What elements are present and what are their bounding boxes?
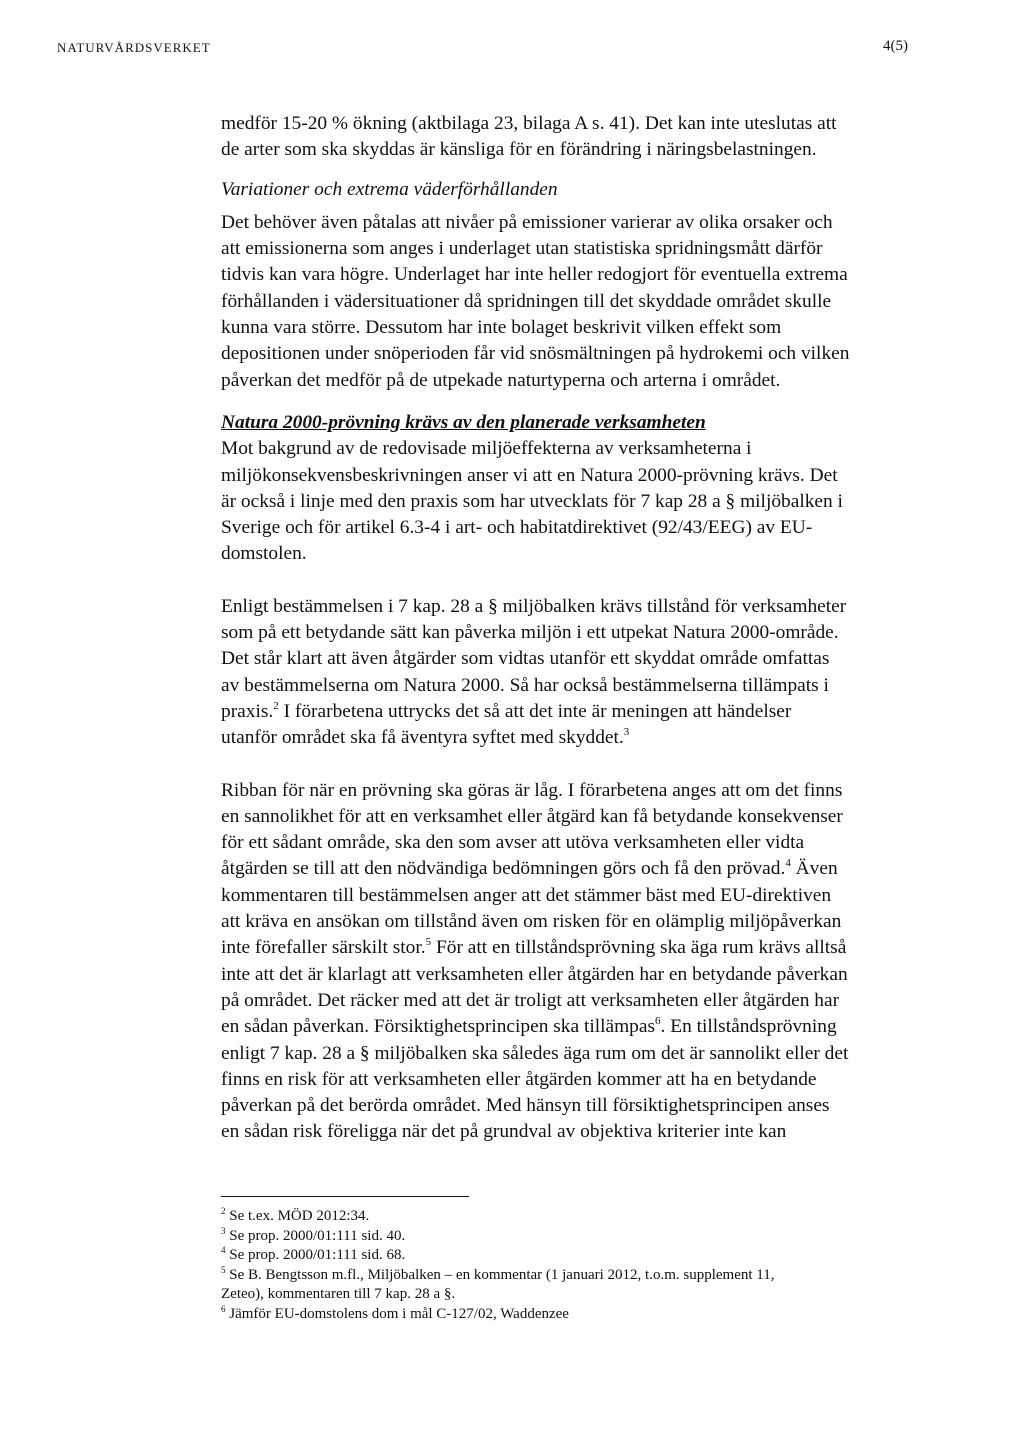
- footnote-text: Se B. Bengtsson m.fl., Miljöbalken – en kommentar (1 januari 2012, t.o.m. supplement 11,: [225, 1266, 775, 1283]
- text-span: en sådan påverkan. Försiktighetsprincipen ska tillämpas: [221, 1016, 656, 1038]
- footnote-separator: [221, 1196, 469, 1197]
- text-line: kommentaren till bestämmelsen anger att det stämmer bäst med EU-direktiven: [221, 884, 832, 906]
- text-line: medför 15-20 % ökning (aktbilaga 23, bilaga A s. 41). Det kan inte uteslutas att: [221, 113, 837, 134]
- footnote-text: Zeteo), kommentaren till 7 kap. 28 a §.: [221, 1286, 456, 1302]
- text-line: miljökonsekvensbeskrivningen anser vi att en Natura 2000-prövning krävs. Det: [221, 464, 838, 486]
- text-line: kunna vara större. Dessutom har inte bolaget beskrivit vilken effekt som: [221, 317, 782, 339]
- text-line: Enligt bestämmelsen i 7 kap. 28 a § miljöbalken krävs tillstånd för verksamheter: [221, 595, 847, 617]
- text-line: [221, 725, 901, 751]
- text-line: Det står klart att även åtgärder som vidtas utanför ett skyddat område omfattas: [221, 648, 830, 670]
- text-line: att emissionerna som anges i underlaget utan statistiska spridningsmått därför: [221, 238, 823, 260]
- paragraph-2: [221, 210, 901, 394]
- text-line: förhållanden i vädersituationer då spridningen till det skyddade området skulle: [221, 290, 832, 312]
- footnote-ref-6[interactable]: 6: [655, 1015, 661, 1028]
- text-line: Det behöver även påtalas att nivåer på emissioner varierar av olika orsaker och: [221, 211, 833, 233]
- organization-name: NATURVÅRDSVERKET: [57, 40, 211, 55]
- paragraph-1: [221, 111, 901, 164]
- text-line: att kräva en ansökan om tillstånd även om risken för en olämplig miljöpåverkan: [221, 911, 842, 933]
- text-span: I förarbetena uttrycks det så att det inte är meningen att händelser: [278, 700, 792, 722]
- text-line: [221, 1014, 901, 1040]
- footnote-text: Se prop. 2000/01:111 sid. 68.: [225, 1247, 406, 1263]
- text-line: tidvis kan vara högre. Underlaget har inte heller redogjort för eventuella extrema: [221, 264, 848, 286]
- text-line: domstolen.: [221, 543, 307, 565]
- text-line: påverkan på det berörda området. Med hänsyn till försiktighetsprincipen anses: [221, 1095, 830, 1117]
- paragraph-4: [221, 594, 901, 752]
- footnote: [221, 1207, 901, 1227]
- section-heading-natura: Natura 2000-prövning krävs av den planerade verksamheten: [221, 411, 706, 433]
- text-line: är också i linje med den praxis som har utvecklats för 7 kap 28 a § miljöbalken i: [221, 490, 843, 512]
- footnote-number: 4: [221, 1245, 226, 1255]
- paragraph-5: [221, 778, 901, 1146]
- footnote-ref-5[interactable]: 5: [425, 936, 432, 949]
- footnote-text: Se t.ex. MÖD 2012:34.: [225, 1208, 370, 1224]
- text-span: Även: [790, 858, 838, 880]
- text-line: [221, 699, 901, 725]
- footnote: [221, 1246, 901, 1266]
- text-line: som på ett betydande sätt kan påverka miljön i ett utpekat Natura 2000-område.: [221, 622, 839, 644]
- subheading-variationer: Variationer och extrema väderförhållanden: [221, 178, 558, 200]
- text-line: Ribban för när en prövning ska göras är låg. I förarbetena anges att om det finns: [221, 779, 843, 801]
- text-line: depositionen under snöperioden får vid snösmältningen på hydrokemi och vilken: [221, 343, 850, 365]
- text-line: inte att det är klarlagt att verksamheten eller åtgärden har en betydande påverkan: [221, 963, 848, 985]
- text-line: påverkan det medför på de utpekade naturtyperna och arterna i området.: [221, 369, 781, 391]
- footnote-ref-2[interactable]: 2: [273, 699, 279, 712]
- footnote-number: 5: [221, 1264, 226, 1275]
- footnote: [221, 1266, 901, 1286]
- footnote: [221, 1227, 901, 1247]
- text-line: [221, 856, 901, 882]
- text-line: Sverige och för artikel 6.3-4 i art- och habitatdirektivet (92/43/EEG) av EU-: [221, 517, 813, 539]
- footnote-number: 6: [221, 1303, 226, 1314]
- footnote-number: 3: [221, 1225, 226, 1236]
- text-line: på området. Det räcker med att det är troligt att verksamheten eller åtgärden har: [221, 989, 840, 1011]
- text-line: de arter som ska skyddas är känsliga för en förändring i näringsbelastningen.: [221, 139, 817, 161]
- footnote-number: 2: [221, 1206, 226, 1216]
- document-body: [221, 111, 901, 1146]
- text-line: finns en risk för att verksamheten eller åtgärden kommer att ha en betydande: [221, 1068, 817, 1090]
- paragraph-3: [221, 436, 901, 567]
- text-span: utanför området ska få äventyra syftet med skyddet.: [221, 727, 624, 749]
- footnote-ref-3[interactable]: 3: [623, 726, 630, 739]
- footnote: [221, 1305, 901, 1325]
- footnotes: [221, 1207, 901, 1324]
- text-span: praxis.: [221, 700, 274, 722]
- text-line: en sådan risk föreligga när det på grundval av objektiva kriterier inte kan: [221, 1121, 787, 1143]
- text-span: åtgärden se till att den nödvändiga bedömningen görs och få den prövad.: [221, 858, 786, 880]
- footnote-continuation: [221, 1285, 901, 1305]
- text-line: för ett sådant område, ska den som avser att utöva verksamheten eller vidta: [221, 832, 805, 854]
- text-span: För att en tillståndsprövning ska äga rum krävs alltså: [431, 937, 847, 959]
- text-line: av bestämmelserna om Natura 2000. Så har också bestämmelserna tillämpats i: [221, 674, 829, 696]
- footnote-text: Jämför EU-domstolens dom i mål C-127/02, Waddenzee: [225, 1305, 569, 1322]
- text-line: en sannolikhet för att en verksamhet eller åtgärd kan få betydande konsekvenser: [221, 805, 843, 827]
- text-line: [221, 935, 901, 961]
- text-span: . En tillståndsprövning: [660, 1016, 837, 1038]
- footnote-text: Se prop. 2000/01:111 sid. 40.: [225, 1227, 406, 1244]
- page-number: 4(5): [883, 38, 908, 54]
- footnote-ref-4[interactable]: 4: [785, 857, 791, 870]
- text-line: enligt 7 kap. 28 a § miljöbalken ska således äga rum om det är sannolikt eller det: [221, 1042, 849, 1064]
- text-span: inte förefaller särskilt stor.: [221, 937, 426, 959]
- text-line: Mot bakgrund av de redovisade miljöeffekterna av verksamheterna i: [221, 438, 752, 460]
